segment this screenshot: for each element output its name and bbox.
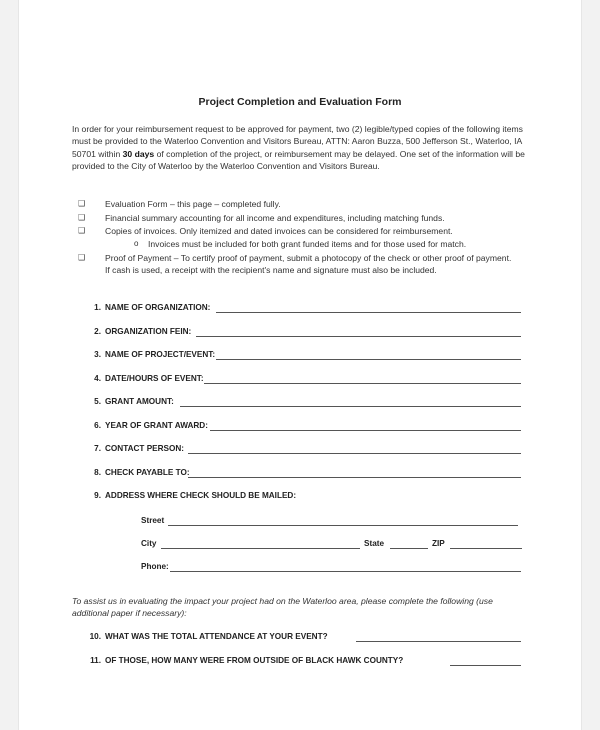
question-label: OF THOSE, HOW MANY WERE FROM OUTSIDE OF BLACK HAWK COUNTY? — [105, 656, 404, 665]
zip-label: ZIP — [432, 539, 445, 548]
checklist-item-text: Copies of invoices. Only itemized and dated invoices can be considered for reimbursement. — [105, 226, 453, 236]
assist-instructions: To assist us in evaluating the impact your project had on the Waterloo area, please complete the following (use additional paper if necessary): — [72, 596, 493, 619]
field-number: 2. — [94, 327, 101, 336]
phone-label: Phone: — [141, 562, 169, 571]
checklist-item-text: Evaluation Form – this page – completed fully. — [105, 199, 281, 209]
intro-text-2: of completion of the project, or reimbursement may be delayed. One set of the information will be provided to the City of Waterloo by the Waterloo Convention and Visitors Bureau. — [72, 148, 525, 172]
field-number: 6. — [94, 421, 101, 430]
outside-county-input[interactable] — [450, 665, 521, 666]
city-input[interactable] — [161, 548, 360, 549]
form-page — [19, 0, 581, 730]
checklist-sub-item-text: Invoices must be included for both grant funded items and for those used for match. — [148, 239, 467, 249]
sub-bullet-icon: o — [134, 239, 139, 248]
field-label: YEAR OF GRANT AWARD: — [105, 421, 208, 430]
question-number: 10. — [89, 632, 101, 641]
state-label: State — [364, 539, 385, 548]
intro-paragraph — [72, 123, 532, 173]
field-number: 9. — [94, 491, 101, 500]
field-number: 1. — [94, 303, 101, 312]
phone-input[interactable] — [170, 571, 521, 572]
field-label: DATE/HOURS OF EVENT: — [105, 374, 204, 383]
checklist-proof-text: Proof of Payment – To certify proof of payment, submit a photocopy of the check or other proof of payment. If cash is used, a receipt with the recipient's name and signature must also be included. — [105, 253, 512, 276]
field-number: 3. — [94, 350, 101, 359]
checkbox-icon: ❑ — [78, 199, 86, 208]
zip-input[interactable] — [450, 548, 522, 549]
intro-deadline: 30 days — [122, 148, 155, 159]
field-number: 4. — [94, 374, 101, 383]
form-title: Project Completion and Evaluation Form — [198, 96, 402, 108]
field-label: NAME OF PROJECT/EVENT: — [105, 350, 216, 359]
organization-fein-input[interactable] — [196, 336, 521, 337]
question-number: 11. — [90, 656, 101, 665]
street-label: Street — [141, 516, 165, 525]
field-label: ORGANIZATION FEIN: — [105, 327, 192, 336]
question-label: WHAT WAS THE TOTAL ATTENDANCE AT YOUR EVENT? — [105, 632, 328, 641]
field-label: ADDRESS WHERE CHECK SHOULD BE MAILED: — [105, 491, 297, 500]
check-payable-to-input[interactable] — [188, 477, 521, 478]
field-number: 8. — [94, 468, 101, 477]
checkbox-icon: ❑ — [78, 226, 86, 235]
contact-person-input[interactable] — [188, 453, 521, 454]
checklist-item-text: Financial summary accounting for all income and expenditures, including matching funds. — [105, 213, 445, 223]
state-input[interactable] — [390, 548, 428, 549]
intro-text-1: In order for your reimbursement request to be approved for payment, two (2) legible/typed copies of the following items must be provided to the Waterloo Convention and Visitors Bureau, ATTN: Aaron Buzza, 500 Jefferson St., Waterloo, IA 50701 within — [72, 124, 523, 159]
grant-award-year-input[interactable] — [210, 430, 521, 431]
field-number: 5. — [94, 397, 101, 406]
field-label: CHECK PAYABLE TO: — [105, 468, 190, 477]
field-label: NAME OF ORGANIZATION: — [105, 303, 211, 312]
field-label: GRANT AMOUNT: — [105, 397, 174, 406]
project-name-input[interactable] — [216, 359, 521, 360]
checkbox-icon: ❑ — [78, 213, 86, 222]
field-label: CONTACT PERSON: — [105, 444, 184, 453]
checkbox-icon: ❑ — [78, 253, 86, 262]
street-input[interactable] — [168, 525, 518, 526]
total-attendance-input[interactable] — [356, 641, 521, 642]
grant-amount-input[interactable] — [180, 406, 521, 407]
event-date-hours-input[interactable] — [204, 383, 521, 384]
city-label: City — [141, 539, 157, 548]
field-number: 7. — [94, 444, 101, 453]
organization-name-input[interactable] — [216, 312, 521, 313]
